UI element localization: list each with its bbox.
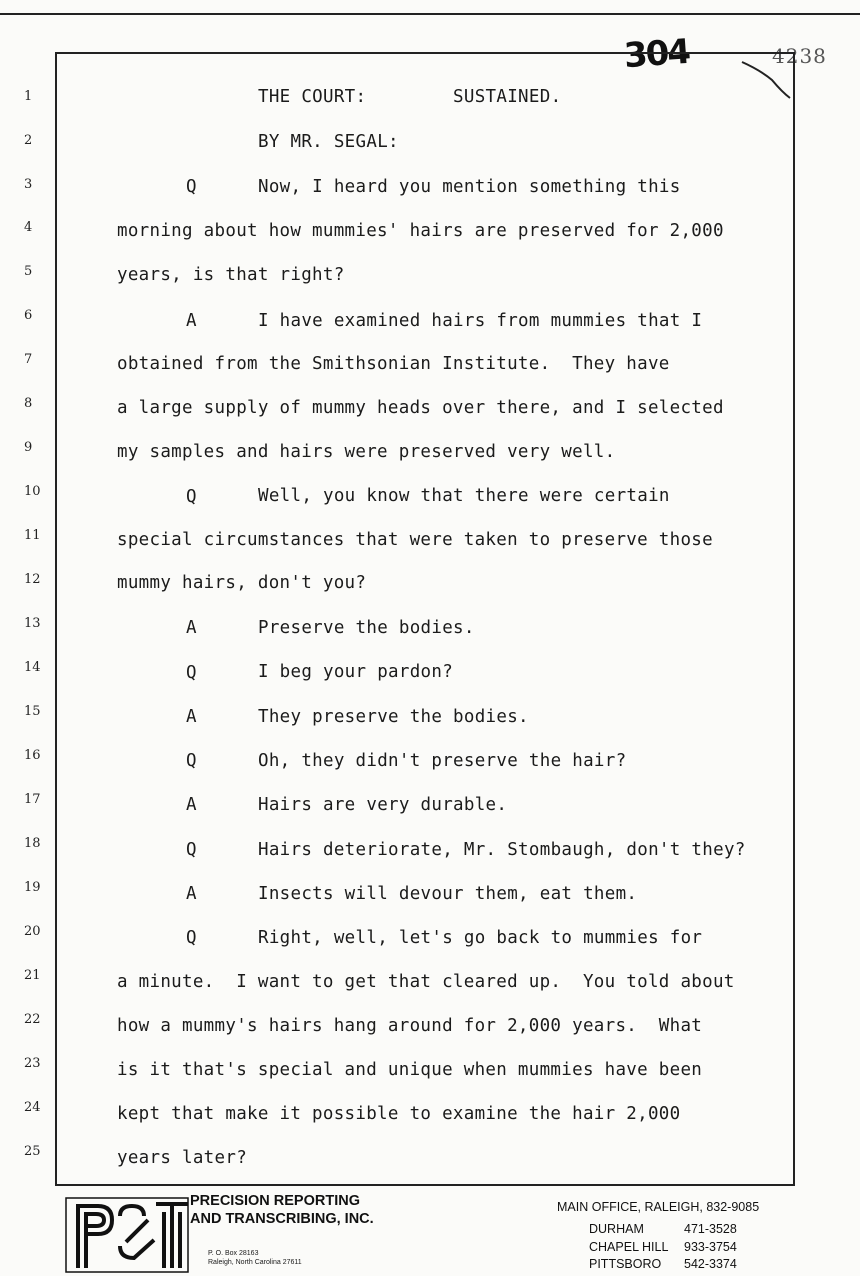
transcript-line: Now, I heard you mention something this: [258, 177, 681, 197]
speaker-label: A: [186, 618, 197, 638]
speaker-label: Q: [186, 177, 197, 197]
transcript-line: Hairs deteriorate, Mr. Stombaugh, don't they?: [258, 840, 746, 860]
line-number: 15: [24, 704, 41, 719]
speaker-label: A: [186, 884, 197, 904]
line-number: 12: [24, 572, 41, 587]
line-number: 6: [24, 308, 33, 323]
main-office: MAIN OFFICE, RALEIGH, 832-9085: [557, 1200, 760, 1214]
transcript-line: Insects will devour them, eat them.: [258, 884, 638, 904]
line-number: 10: [24, 484, 41, 499]
top-rule: [0, 13, 860, 15]
transcript-line: a large supply of mummy heads over there, and I selected: [117, 398, 724, 418]
office-city: CHAPEL HILL: [589, 1240, 669, 1254]
firm-name-line2: AND TRANSCRIBING, INC.: [190, 1211, 374, 1227]
page-number: 4238: [772, 44, 827, 68]
handwritten-page-stamp: 304: [622, 31, 691, 77]
office-phone: 471-3528: [684, 1222, 737, 1236]
transcript-line: how a mummy's hairs hang around for 2,000 years. What: [117, 1016, 703, 1036]
address-line1: P. O. Box 28163: [208, 1250, 259, 1257]
line-number: 7: [24, 352, 33, 367]
line-number: 13: [24, 616, 41, 631]
transcript-line: a minute. I want to get that cleared up. You told about: [117, 972, 735, 992]
transcript-line: Right, well, let's go back to mummies for: [258, 928, 703, 948]
office-phone: 542-3374: [684, 1257, 737, 1271]
line-number: 9: [24, 440, 33, 455]
speaker-label: Q: [186, 487, 197, 507]
line-number: 23: [24, 1056, 41, 1071]
transcript-line: kept that make it possible to examine the hair 2,000: [117, 1104, 681, 1124]
transcript-line: years later?: [117, 1148, 248, 1168]
transcript-line: Oh, they didn't preserve the hair?: [258, 751, 627, 771]
office-city: DURHAM: [589, 1222, 644, 1236]
transcript-line: special circumstances that were taken to preserve those: [117, 530, 713, 550]
transcript-line: years, is that right?: [117, 265, 345, 285]
line-number: 3: [24, 177, 33, 192]
transcript-line: BY MR. SEGAL:: [258, 132, 399, 152]
line-number: 16: [24, 748, 41, 763]
line-number: 11: [24, 528, 41, 543]
line-number: 25: [24, 1144, 41, 1159]
line-number: 2: [24, 133, 33, 148]
transcript-line: obtained from the Smithsonian Institute. They have: [117, 354, 670, 374]
pt-logo: [64, 1196, 190, 1274]
transcript-line: Hairs are very durable.: [258, 795, 508, 815]
transcript-line: mummy hairs, don't you?: [117, 573, 367, 593]
address-line2: Raleigh, North Carolina 27611: [208, 1259, 302, 1266]
transcript-line: I beg your pardon?: [258, 662, 454, 682]
line-number: 22: [24, 1012, 41, 1027]
transcript-line: Well, you know that there were certain: [258, 486, 670, 506]
office-city: PITTSBORO: [589, 1257, 662, 1271]
office-phone: 933-3754: [684, 1240, 737, 1254]
speaker-label: Q: [186, 928, 197, 948]
speaker-label: Q: [186, 751, 197, 771]
transcript-line: morning about how mummies' hairs are preserved for 2,000: [117, 221, 724, 241]
line-number: 24: [24, 1100, 41, 1115]
firm-name-line1: PRECISION REPORTING: [190, 1193, 360, 1209]
line-number: 18: [24, 836, 41, 851]
transcript-line: is it that's special and unique when mummies have been: [117, 1060, 703, 1080]
line-number: 21: [24, 968, 41, 983]
transcript-line: THE COURT: SUSTAINED.: [258, 87, 562, 107]
line-number: 14: [24, 660, 41, 675]
transcript-line: Preserve the bodies.: [258, 618, 475, 638]
speaker-label: A: [186, 707, 197, 727]
speaker-label: A: [186, 311, 197, 331]
speaker-label: A: [186, 795, 197, 815]
transcript-line: my samples and hairs were preserved very well.: [117, 442, 616, 462]
line-number: 4: [24, 220, 33, 235]
line-number: 17: [24, 792, 41, 807]
transcript-line: I have examined hairs from mummies that I: [258, 311, 703, 331]
line-number: 1: [24, 89, 33, 104]
transcript-line: They preserve the bodies.: [258, 707, 529, 727]
line-number: 8: [24, 396, 33, 411]
line-number: 20: [24, 924, 41, 939]
footer: [0, 1190, 860, 1276]
speaker-label: Q: [186, 840, 197, 860]
line-number: 5: [24, 264, 33, 279]
line-number: 19: [24, 880, 41, 895]
speaker-label: Q: [186, 663, 197, 683]
